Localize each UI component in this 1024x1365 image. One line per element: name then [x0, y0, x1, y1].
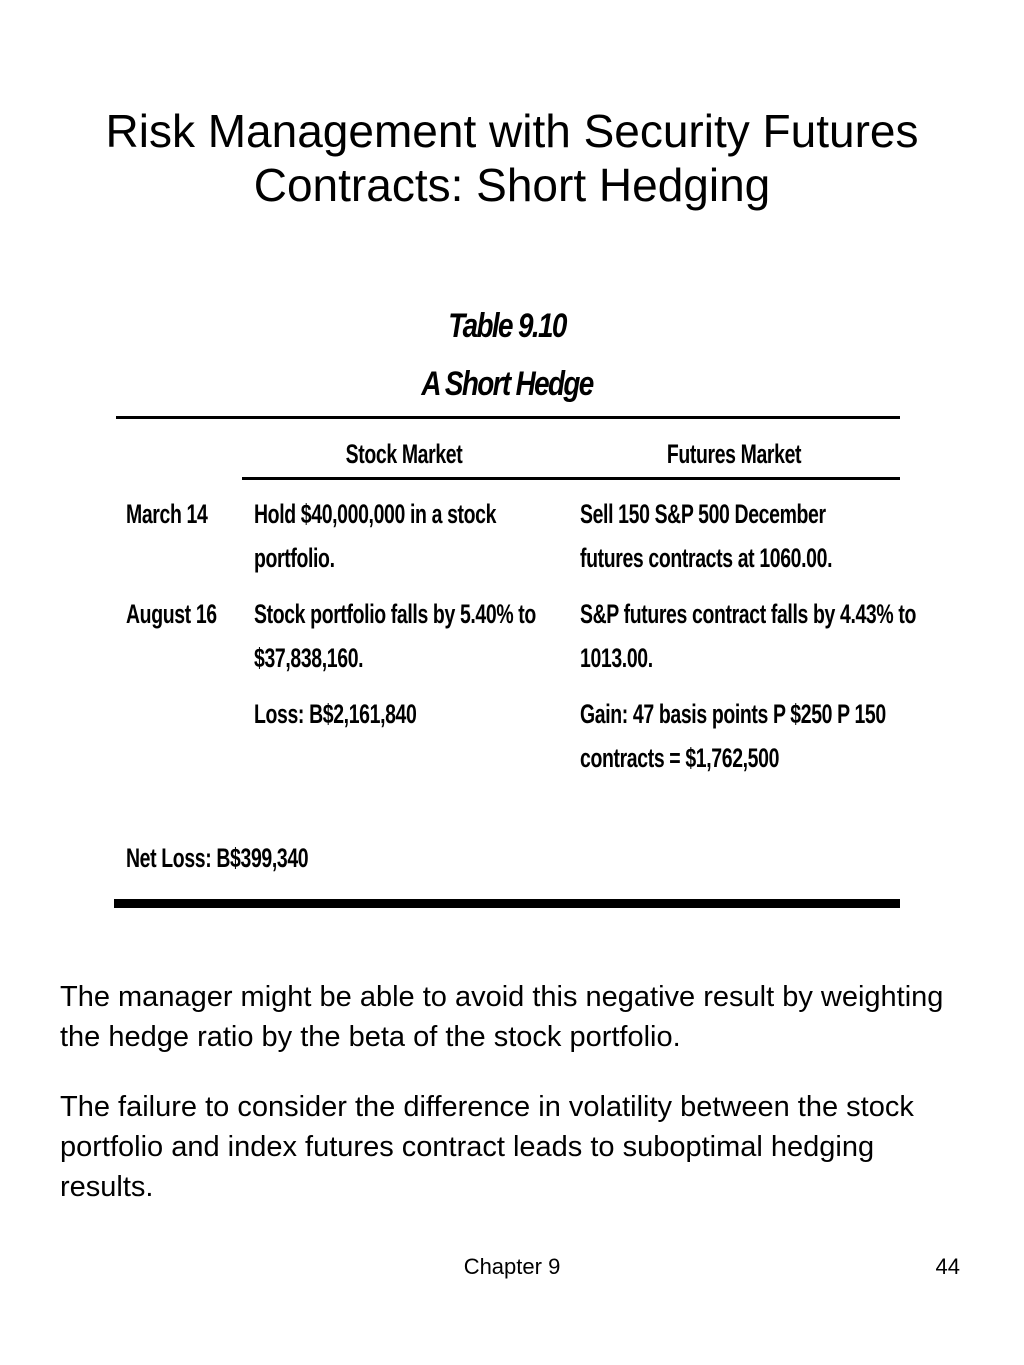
column-header-futures-market: Futures Market	[666, 439, 802, 469]
table-bottom-rule	[114, 899, 900, 908]
row-1-stock-cell	[254, 492, 496, 580]
row-date-march-14: March 14	[126, 499, 208, 529]
row-1-stock-line-1: Hold $40,000,000 in a stock	[254, 499, 497, 529]
slide-title-line-1: Risk Management with Security Futures	[105, 105, 919, 157]
table-header-rule	[242, 477, 900, 480]
footer-chapter: Chapter 9	[463, 1254, 561, 1279]
row-3-futures-cell	[580, 692, 886, 780]
row-2-futures-line-1: S&P futures contract falls by 4.43% to	[580, 599, 916, 629]
row-date-august-16: August 16	[126, 599, 217, 629]
futures-gain-line-2: contracts = $1,762,500	[580, 743, 780, 773]
row-2-stock-cell	[254, 592, 536, 680]
table-caption-number: Table 9.10	[448, 307, 566, 345]
row-2-futures-line-2: 1013.00.	[580, 643, 653, 673]
stock-loss: Loss: B$2,161,840	[254, 699, 417, 729]
row-1-futures-line-1: Sell 150 S&P 500 December	[580, 499, 826, 529]
row-1-futures-line-2: futures contracts at 1060.00.	[580, 543, 833, 573]
table-caption-name: A Short Hedge	[421, 365, 593, 403]
row-2-stock-line-2: $37,838,160.	[254, 643, 364, 673]
row-1-stock-line-2: portfolio.	[254, 543, 335, 573]
table-top-rule	[116, 416, 900, 419]
slide-title-line-2: Contracts: Short Hedging	[253, 159, 771, 211]
body-paragraph-2: The failure to consider the difference in volatility between the stock portfolio and index futures contract leads to suboptimal hedging results.	[60, 1091, 914, 1203]
row-1-futures-cell	[580, 492, 832, 580]
column-header-stock-market: Stock Market	[345, 439, 463, 469]
footer-page-number: 44	[935, 1254, 960, 1279]
futures-gain-line-1: Gain: 47 basis points P $250 P 150	[580, 699, 886, 729]
row-3-stock-cell	[254, 692, 416, 736]
body-paragraph-1: The manager might be able to avoid this negative result by weighting the hedge ratio by the beta of the stock portfolio.	[60, 981, 944, 1053]
net-loss: Net Loss: B$399,340	[126, 843, 309, 873]
slide-title	[0, 104, 1024, 212]
row-2-stock-line-1: Stock portfolio falls by 5.40% to	[254, 599, 536, 629]
row-2-futures-cell	[580, 592, 916, 680]
